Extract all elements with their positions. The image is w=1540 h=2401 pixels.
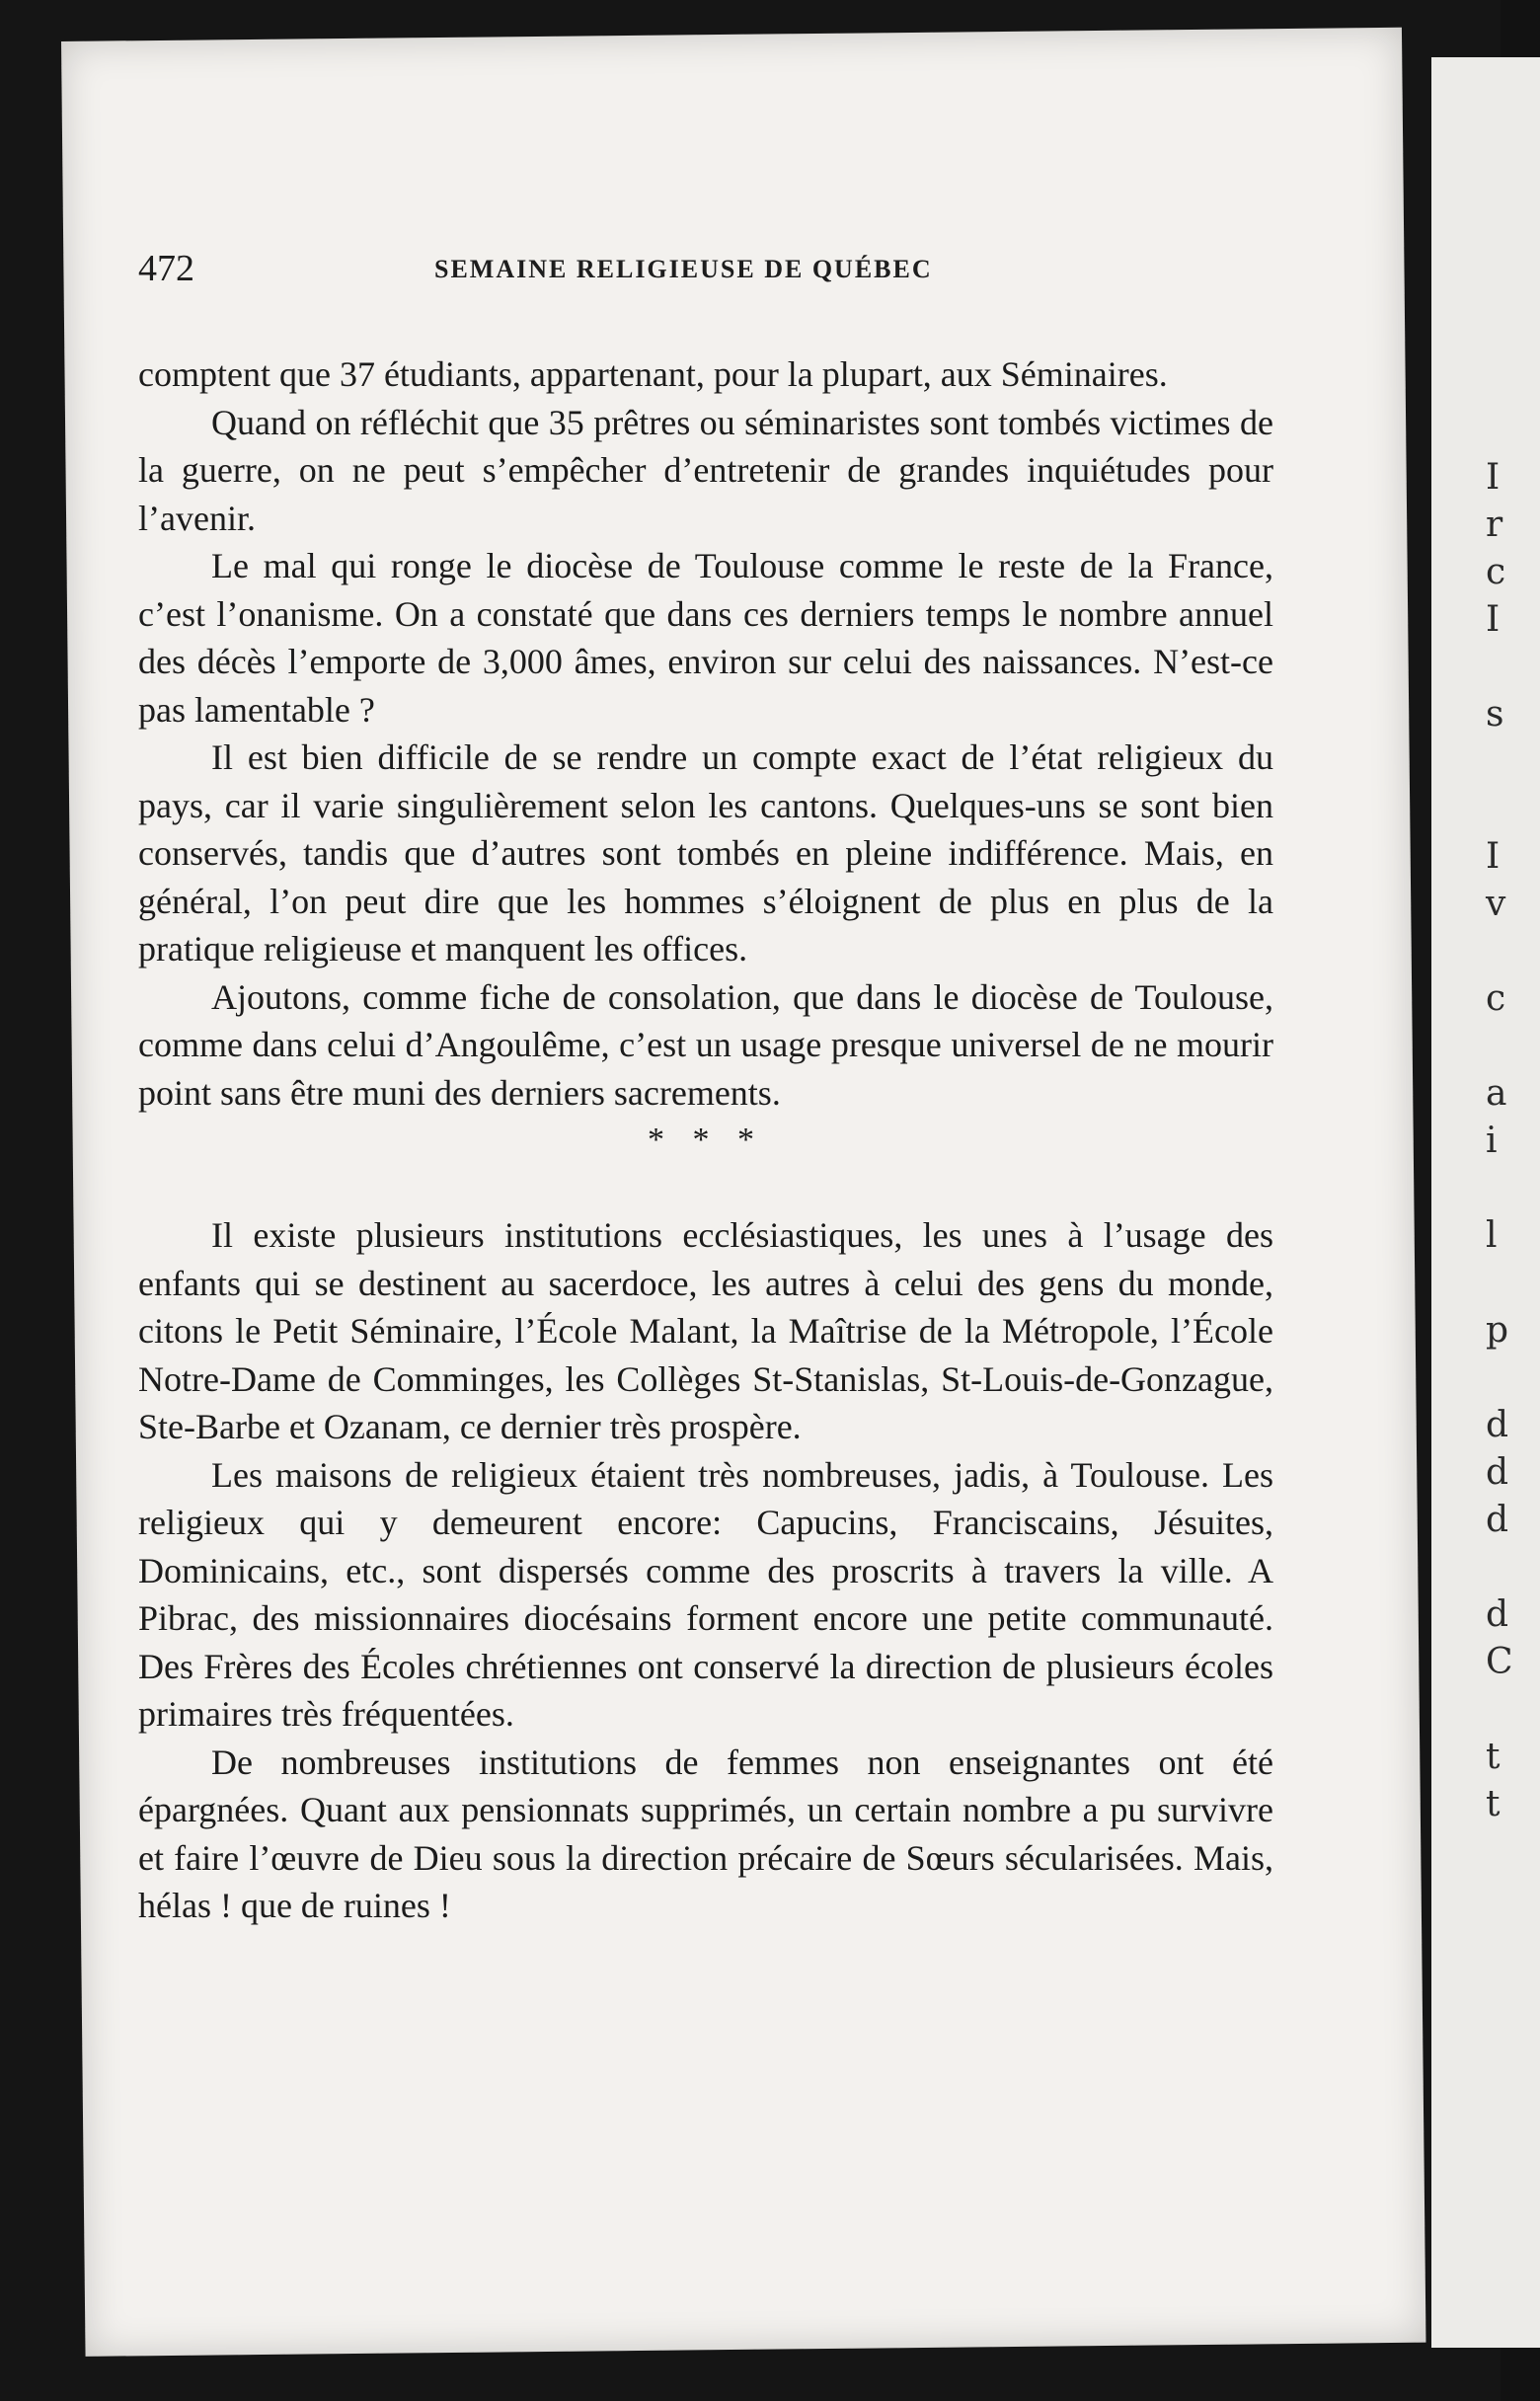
page-number: 472: [138, 248, 194, 289]
paragraph-6: Il existe plusieurs institutions ecclésiastiques, les unes à l’usage des enfants qui se destinent au sacerdoce, les autres à celui des gens du monde, citons le Petit Séminaire, l’École Malant, la Maîtrise de la Métropole, l’École Notre-Dame de Comminges, les Collèges St-Stanislas, St-Louis-de-Gonzague, Ste-Barbe et Ozanam, ce dernier très prospère.: [138, 1215, 1273, 1446]
body-text: [138, 350, 1273, 1930]
paragraph-7: Les maisons de religieux étaient très nombreuses, jadis, à Toulouse. Les religieux qui y demeurent encore: Capucins, Franciscains, Jésuites, Dominicains, etc., sont dispersés comme des proscrits à travers la ville. A Pibrac, des missionnaires diocésains forment encore une petite communauté. Des Frères des Écoles chrétiennes ont conservé la direction de plusieurs écoles primaires très fréquentées.: [138, 1454, 1273, 1734]
paragraph-3: Le mal qui ronge le diocèse de Toulouse comme le reste de la France, c’est l’onanisme. On a constaté que dans ces derniers temps le nombre annuel des décès l’emporte de 3,000 âmes, environ sur celui des naissances. N’est-ce pas lamentable ?: [138, 546, 1273, 730]
next-page-margin-glyphs: I r c I s I v c a i l p d d d d C t t: [1486, 457, 1513, 1824]
paragraph-2: Quand on réfléchit que 35 prêtres ou séminaristes sont tombés victimes de la guerre, on ne peut s’empêcher d’entretenir de grandes inquiétudes pour l’avenir.: [138, 402, 1273, 538]
paragraph-8: De nombreuses institutions de femmes non enseignantes ont été épargnées. Quant aux pensionnats supprimés, un certain nombre a pu survivre et faire l’œuvre de Dieu sous la direction précaire de Sœurs sécularisées. Mais, hélas ! que de ruines !: [138, 1742, 1273, 1925]
section-separator: * * *: [648, 1122, 764, 1158]
running-title: SEMAINE RELIGIEUSE DE QUÉBEC: [434, 255, 933, 283]
page-header: [138, 247, 1273, 306]
paragraph-5: Ajoutons, comme fiche de consolation, que dans le diocèse de Toulouse, comme dans celui d’Angoulême, c’est un usage presque universel de ne mourir point sans être muni des derniers sacrements.: [138, 976, 1273, 1113]
paragraph-1: comptent que 37 étudiants, appartenant, pour la plupart, aux Séminaires.: [138, 354, 1168, 394]
paragraph-4: Il est bien difficile de se rendre un compte exact de l’état religieux du pays, car il varie singulièrement selon les cantons. Quelques-uns se sont bien conservés, tandis que d’autres sont tombés en pleine indifférence. Mais, en général, l’on peut dire que les hommes s’éloignent de plus en plus de la pratique religieuse et manquent les offices.: [138, 737, 1273, 968]
